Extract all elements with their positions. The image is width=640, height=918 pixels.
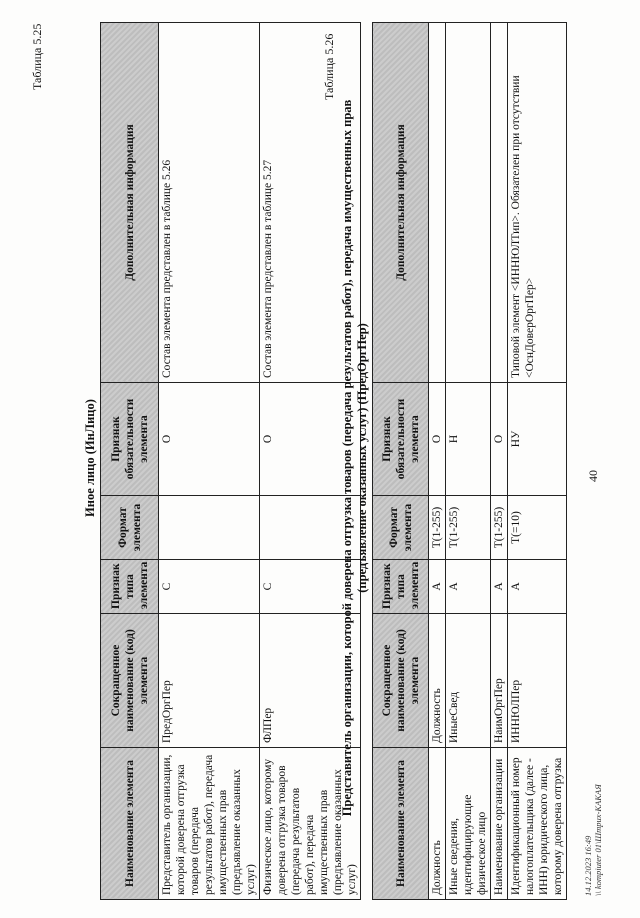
cell-info: Типовой элемент <ИННЮЛТип>. Обязателен при отсутствии <ОснДоверОргПер> [508, 23, 567, 383]
cell-info: Состав элемента представлен в таблице 5.26 [159, 23, 260, 383]
cell-name: Наименование организации [491, 748, 508, 900]
print-footer [583, 784, 603, 896]
cell-required: О [159, 383, 260, 496]
cell-type: А [491, 560, 508, 614]
cell-required: Н [446, 383, 491, 496]
header-cell: Дополнительная информация [101, 23, 159, 383]
table-label: Таблица 5.25 [30, 23, 44, 90]
page-number: 40 [586, 470, 600, 482]
cell-type: А [446, 560, 491, 614]
elements-table [372, 22, 567, 900]
cell-code: Должность [429, 614, 446, 748]
table-header-row [101, 23, 159, 900]
table-row [446, 23, 491, 900]
table-row [429, 23, 446, 900]
header-cell: Наименование элемента [101, 748, 159, 900]
footer-line: 14.12.2023 16:49 [583, 835, 593, 896]
cell-name: Иные сведения, идентифицирующие физическое лицо [446, 748, 491, 900]
header-cell: Наименование элемента [373, 748, 429, 900]
cell-format: T(1-255) [429, 496, 446, 560]
header-cell: Признак обязательности элемента [373, 383, 429, 496]
cell-format: T(1-255) [491, 496, 508, 560]
header-cell: Признак типа элемента [101, 560, 159, 614]
header-cell: Сокращенное наименование (код) элемента [101, 614, 159, 748]
header-cell: Дополнительная информация [373, 23, 429, 383]
table-row [159, 23, 260, 900]
cell-format [159, 496, 260, 560]
table-title-line: Представитель организации, которой доверена отгрузка товаров (передача результатов работ), передача имущественных прав [340, 99, 354, 817]
table-title: Иное лицо (ИнЛицо) [83, 399, 97, 517]
cell-name: Представитель организации, которой доверена отгрузка товаров (передача результатов работ), передача имущественных прав (предъявление оказанных услуг) [159, 748, 260, 900]
cell-required: О [429, 383, 446, 496]
header-cell: Признак обязательности элемента [101, 383, 159, 496]
cell-info [491, 23, 508, 383]
cell-type: А [429, 560, 446, 614]
cell-required: О [491, 383, 508, 496]
table-header-row [373, 23, 429, 900]
header-cell: Формат элемента [101, 496, 159, 560]
cell-format: T(1-255) [446, 496, 491, 560]
header-cell: Сокращенное наименование (код) элемента [373, 614, 429, 748]
table-title [340, 38, 370, 878]
cell-type: А [508, 560, 567, 614]
cell-code: ИныеСвед [446, 614, 491, 748]
cell-info: Состав элемента представлен в таблице 5.27 [260, 23, 361, 383]
table-row [491, 23, 508, 900]
table-label: Таблица 5.26 [322, 33, 336, 100]
footer-line: \\ kompiuter 01\Штрих-КАКАЯ [593, 784, 603, 896]
cell-code: ФЛПер [260, 614, 361, 748]
cell-required: О [260, 383, 361, 496]
cell-name: Идентификационный номер налогоплательщика (далее - ИНН) юридического лица, которому доверена отгрузка [508, 748, 567, 900]
cell-code: НаимОргПер [491, 614, 508, 748]
cell-info [429, 23, 446, 383]
cell-code: ИННЮЛПер [508, 614, 567, 748]
cell-type: С [260, 560, 361, 614]
cell-type: С [159, 560, 260, 614]
cell-code: ПредОргПер [159, 614, 260, 748]
cell-info [446, 23, 491, 383]
table-title-line: (предъявление оказанных услуг) (ПредОргПер) [355, 323, 369, 593]
header-cell: Формат элемента [373, 496, 429, 560]
cell-required: НУ [508, 383, 567, 496]
header-cell: Признак типа элемента [373, 560, 429, 614]
elements-table [100, 22, 361, 900]
table-row [508, 23, 567, 900]
cell-name: Должность [429, 748, 446, 900]
cell-name: Физическое лицо, которому доверена отгрузка товаров (передача результатов работ), передача имущественных прав (предъявление оказанных услуг) [260, 748, 361, 900]
cell-format: T(=10) [508, 496, 567, 560]
